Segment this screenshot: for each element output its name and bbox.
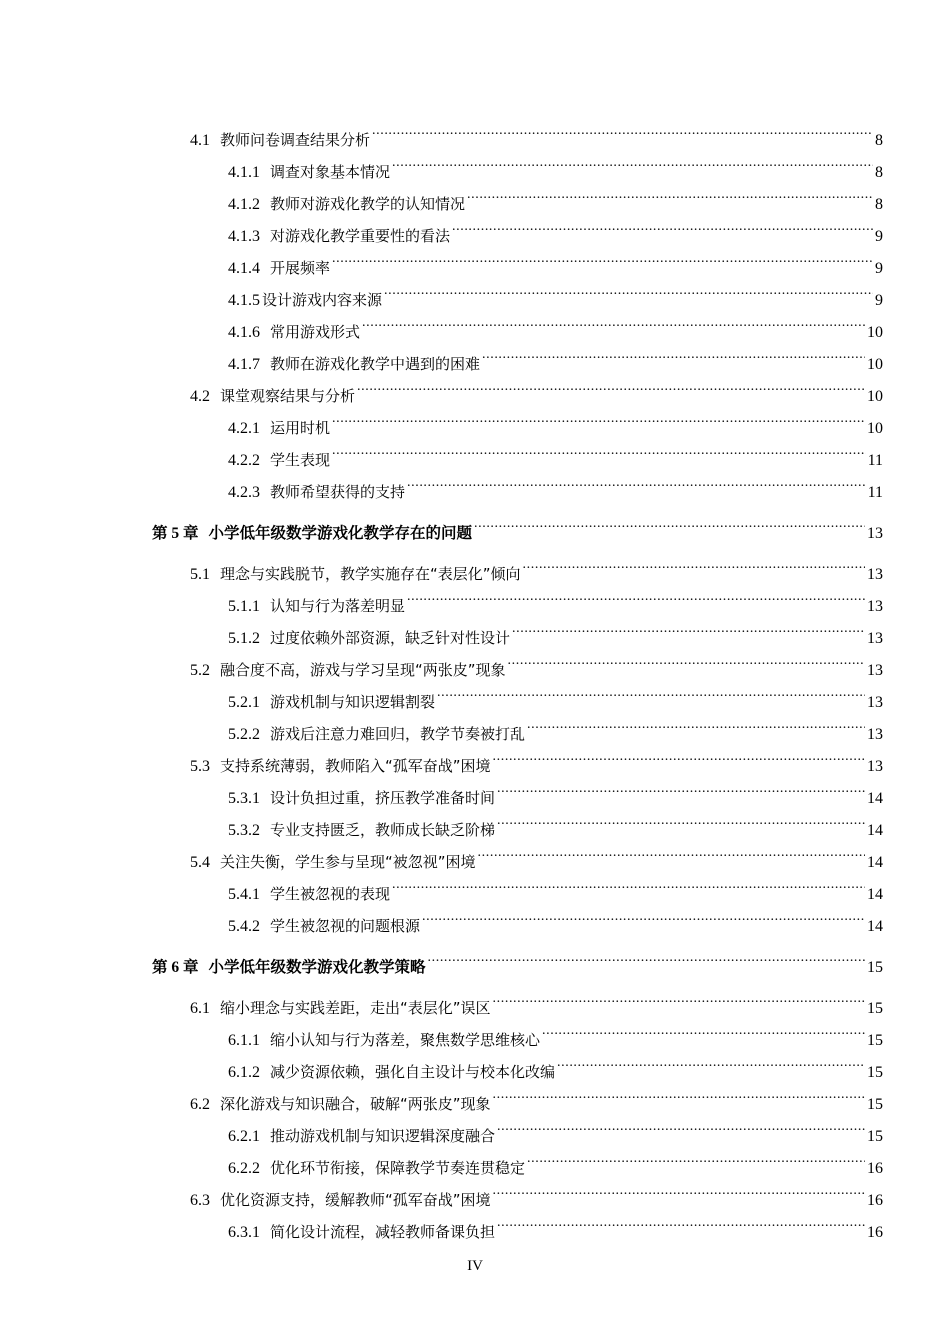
toc-entry-text: 常用游戏形式 (270, 323, 361, 341)
toc-entry-number: 5.2.1 (228, 694, 260, 711)
dot-leader (527, 709, 865, 739)
toc-page-number: 16 (867, 1192, 883, 1209)
dot-leader (497, 773, 865, 803)
toc-entry-text: 学生被忽视的表现 (270, 885, 391, 903)
dot-leader (478, 837, 865, 867)
toc-entry-text: 优化环节衔接，保障教学节奏连贯稳定 (270, 1159, 526, 1177)
toc-page-number: 14 (867, 822, 883, 839)
toc-page-number: 13 (867, 694, 883, 711)
dot-leader (482, 339, 865, 369)
dot-leader (407, 581, 865, 611)
toc-subsection-entry[interactable] (228, 179, 883, 213)
toc-subsection-entry[interactable] (228, 581, 883, 615)
toc-subsection-entry[interactable] (228, 1111, 883, 1145)
toc-entry-text: 理念与实践脱节，教学实施存在“表层化”倾向 (220, 565, 521, 583)
toc-page-number: 10 (867, 388, 883, 405)
toc-entry-number: 4.2.3 (228, 484, 260, 501)
dot-leader (474, 508, 865, 538)
toc-entry-text: 开展频率 (270, 259, 331, 277)
dot-leader (452, 211, 873, 241)
toc-entry-text: 认知与行为落差明显 (270, 597, 406, 615)
toc-subsection-entry[interactable] (228, 275, 883, 309)
toc-entry-text: 设计负担过重，挤压教学准备时间 (270, 789, 496, 807)
toc-entry-text: 缩小认知与行为落差，聚焦数学思维核心 (270, 1031, 541, 1049)
toc-page-number: 10 (867, 356, 883, 373)
toc-entry-number: 4.2.2 (228, 452, 260, 469)
dot-leader (512, 613, 865, 643)
toc-entry-title (228, 911, 420, 942)
dot-leader (497, 1111, 865, 1141)
toc-subsection-entry[interactable] (228, 307, 883, 341)
toc-entry-number: 5.4.1 (228, 886, 260, 903)
toc-entry-number: 第 5 章 (152, 525, 199, 542)
toc-section-entry[interactable] (190, 645, 883, 679)
toc-entry-number: 5.1.1 (228, 598, 260, 615)
toc-subsection-entry[interactable] (228, 211, 883, 245)
toc-entry-number: 4.1.7 (228, 356, 260, 373)
toc-entry-number: 4.1.4 (228, 260, 260, 277)
toc-page-number: 13 (867, 630, 883, 647)
toc-page-number: 15 (867, 1128, 883, 1145)
toc-entry-text: 深化游戏与知识融合，破解“两张皮”现象 (220, 1095, 491, 1113)
toc-page-number: 13 (867, 758, 883, 775)
toc-entry-number: 6.3 (190, 1192, 210, 1209)
toc-section-entry[interactable] (190, 1079, 883, 1113)
dot-leader (357, 371, 865, 401)
toc-page-number: 10 (867, 324, 883, 341)
toc-entry-number: 5.3.1 (228, 790, 260, 807)
toc-entry-number: 4.1.6 (228, 324, 260, 341)
dot-leader (467, 179, 873, 209)
toc-page-number: 13 (867, 726, 883, 743)
toc-subsection-entry[interactable] (228, 709, 883, 743)
toc-entry-number: 5.2 (190, 662, 210, 679)
toc-page-number: 11 (867, 452, 883, 469)
toc-page-number: 15 (867, 959, 883, 976)
dot-leader (428, 942, 865, 972)
toc-page-number: 11 (867, 484, 883, 501)
dot-leader (392, 869, 865, 899)
toc-page-number: 13 (867, 525, 883, 542)
toc-entry-text: 过度依赖外部资源，缺乏针对性设计 (270, 629, 511, 647)
toc-subsection-entry[interactable] (228, 1143, 883, 1177)
dot-leader (332, 435, 866, 465)
toc-entry-number: 5.4.2 (228, 918, 260, 935)
toc-page-number: 14 (867, 854, 883, 871)
dot-leader (493, 1175, 865, 1205)
dot-leader (392, 147, 873, 177)
toc-page-number: 10 (867, 420, 883, 437)
toc-entry-text: 简化设计流程，减轻教师备课负担 (270, 1223, 496, 1241)
toc-subsection-entry[interactable] (228, 403, 883, 437)
dot-leader (384, 275, 873, 305)
toc-entry-text: 小学低年级数学游戏化教学存在的问题 (208, 524, 473, 542)
toc-page-number: 8 (875, 132, 883, 149)
toc-entry-number: 6.2.2 (228, 1160, 260, 1177)
dot-leader (362, 307, 865, 337)
toc-entry-number: 5.1.2 (228, 630, 260, 647)
toc-entry-text: 优化资源支持，缓解教师“孤军奋战”困境 (220, 1191, 491, 1209)
dot-leader (332, 403, 865, 433)
toc-entry-number: 第 6 章 (152, 959, 199, 976)
toc-section-entry[interactable] (190, 115, 883, 149)
toc-entry-number: 6.1 (190, 1000, 210, 1017)
toc-page-number: 15 (867, 1032, 883, 1049)
toc-page-number: 14 (867, 918, 883, 935)
toc-subsection-entry[interactable] (228, 1015, 883, 1049)
toc-entry-text: 教师对游戏化教学的认知情况 (270, 195, 466, 213)
toc-page-number: 8 (875, 164, 883, 181)
toc-entry-text: 推动游戏机制与知识逻辑深度融合 (270, 1127, 496, 1145)
dot-leader (493, 983, 865, 1013)
toc-subsection-entry[interactable] (228, 901, 883, 935)
toc-chapter-entry[interactable] (152, 942, 883, 976)
dot-leader (542, 1015, 865, 1045)
toc-page-number: 13 (867, 598, 883, 615)
toc-entry-text: 教师希望获得的支持 (270, 483, 406, 501)
toc-entry-text: 调查对象基本情况 (270, 163, 391, 181)
toc-entry-number: 5.4 (190, 854, 210, 871)
toc-page-number: 14 (867, 886, 883, 903)
toc-subsection-entry[interactable] (228, 773, 883, 807)
toc-entry-number: 5.1 (190, 566, 210, 583)
toc-subsection-entry[interactable] (228, 147, 883, 181)
toc-section-entry[interactable] (190, 371, 883, 405)
toc-entry-number: 4.1.3 (228, 228, 260, 245)
toc-entry-number: 6.1.1 (228, 1032, 260, 1049)
toc-section-entry[interactable] (190, 837, 883, 871)
dot-leader (493, 741, 865, 771)
dot-leader (557, 1047, 865, 1077)
dot-leader (527, 1143, 865, 1173)
toc-entry-number: 6.1.2 (228, 1064, 260, 1081)
toc-page-number: 9 (875, 228, 883, 245)
dot-leader (372, 115, 873, 145)
toc-entry-text: 游戏机制与知识逻辑割裂 (270, 693, 436, 711)
toc-entry-title (228, 1217, 495, 1248)
toc-entry-text: 游戏后注意力难回归，教学节奏被打乱 (270, 725, 526, 743)
toc-page-number: 14 (867, 790, 883, 807)
toc-entry-text: 专业支持匮乏，教师成长缺乏阶梯 (270, 821, 496, 839)
toc-entry-text: 支持系统薄弱，教师陷入“孤军奋战”困境 (220, 757, 491, 775)
toc-subsection-entry[interactable] (228, 613, 883, 647)
toc-entry-number: 4.2.1 (228, 420, 260, 437)
dot-leader (508, 645, 865, 675)
toc-chapter-entry[interactable] (152, 508, 883, 542)
toc-entry-number: 4.1.2 (228, 196, 260, 213)
toc-entry-number: 4.2 (190, 388, 210, 405)
toc-page-number: 15 (867, 1000, 883, 1017)
toc-page-number: 16 (867, 1224, 883, 1241)
dot-leader (497, 805, 865, 835)
toc-entry-number: 6.2 (190, 1096, 210, 1113)
toc-entry-number: 4.1 (190, 132, 210, 149)
toc-section-entry[interactable] (190, 741, 883, 775)
toc-entry-text: 教师问卷调查结果分析 (220, 131, 371, 149)
toc-page-number: 15 (867, 1096, 883, 1113)
dot-leader (422, 901, 865, 931)
toc-entry-number: 6.2.1 (228, 1128, 260, 1145)
toc-entry-number: 5.3.2 (228, 822, 260, 839)
toc-page-number: 15 (867, 1064, 883, 1081)
toc-subsection-entry[interactable] (228, 677, 883, 711)
toc-subsection-entry[interactable] (228, 339, 883, 373)
toc-entry-text: 设计游戏内容来源 (262, 291, 383, 309)
toc-entry-text: 教师在游戏化教学中遇到的困难 (270, 355, 481, 373)
toc-entry-text: 学生表现 (270, 451, 331, 469)
toc-entry-title (152, 952, 426, 983)
toc-entry-text: 缩小理念与实践差距，走出“表层化”误区 (220, 999, 491, 1017)
toc-page-number: 13 (867, 566, 883, 583)
toc-page-number: 9 (875, 292, 883, 309)
toc-entry-text: 融合度不高，游戏与学习呈现“两张皮”现象 (220, 661, 506, 679)
toc-entry-number: 6.3.1 (228, 1224, 260, 1241)
toc-page-number: 9 (875, 260, 883, 277)
toc-entry-text: 小学低年级数学游戏化教学策略 (208, 958, 426, 976)
toc-section-entry[interactable] (190, 983, 883, 1017)
toc-entry-title (228, 477, 405, 508)
toc-entry-title (152, 518, 472, 549)
toc-subsection-entry[interactable] (228, 1047, 883, 1081)
toc-entry-text: 课堂观察结果与分析 (220, 387, 356, 405)
toc-section-entry[interactable] (190, 1175, 883, 1209)
toc-entry-number: 5.2.2 (228, 726, 260, 743)
page-number: IV (467, 1258, 483, 1274)
toc-subsection-entry[interactable] (228, 435, 883, 469)
toc-entry-number: 5.3 (190, 758, 210, 775)
toc-subsection-entry[interactable] (228, 243, 883, 277)
dot-leader (523, 549, 865, 579)
dot-leader (497, 1207, 865, 1237)
toc-subsection-entry[interactable] (228, 467, 883, 501)
toc-entry-text: 对游戏化教学重要性的看法 (270, 227, 451, 245)
toc-page-number: 8 (875, 196, 883, 213)
toc-entry-number: 4.1.1 (228, 164, 260, 181)
toc-subsection-entry[interactable] (228, 869, 883, 903)
toc-entry-number: 4.1.5 (228, 292, 260, 309)
toc-entry-text: 运用时机 (270, 419, 331, 437)
dot-leader (407, 467, 866, 497)
toc-subsection-entry[interactable] (228, 805, 883, 839)
toc-entry-text: 学生被忽视的问题根源 (270, 917, 421, 935)
toc-page-number: 16 (867, 1160, 883, 1177)
toc-subsection-entry[interactable] (228, 1207, 883, 1241)
dot-leader (437, 677, 865, 707)
dot-leader (332, 243, 873, 273)
toc-page-number: 13 (867, 662, 883, 679)
toc-entry-text: 减少资源依赖，强化自主设计与校本化改编 (270, 1063, 556, 1081)
toc-section-entry[interactable] (190, 549, 883, 583)
dot-leader (493, 1079, 865, 1109)
toc-entry-text: 关注失衡，学生参与呈现“被忽视”困境 (220, 853, 476, 871)
